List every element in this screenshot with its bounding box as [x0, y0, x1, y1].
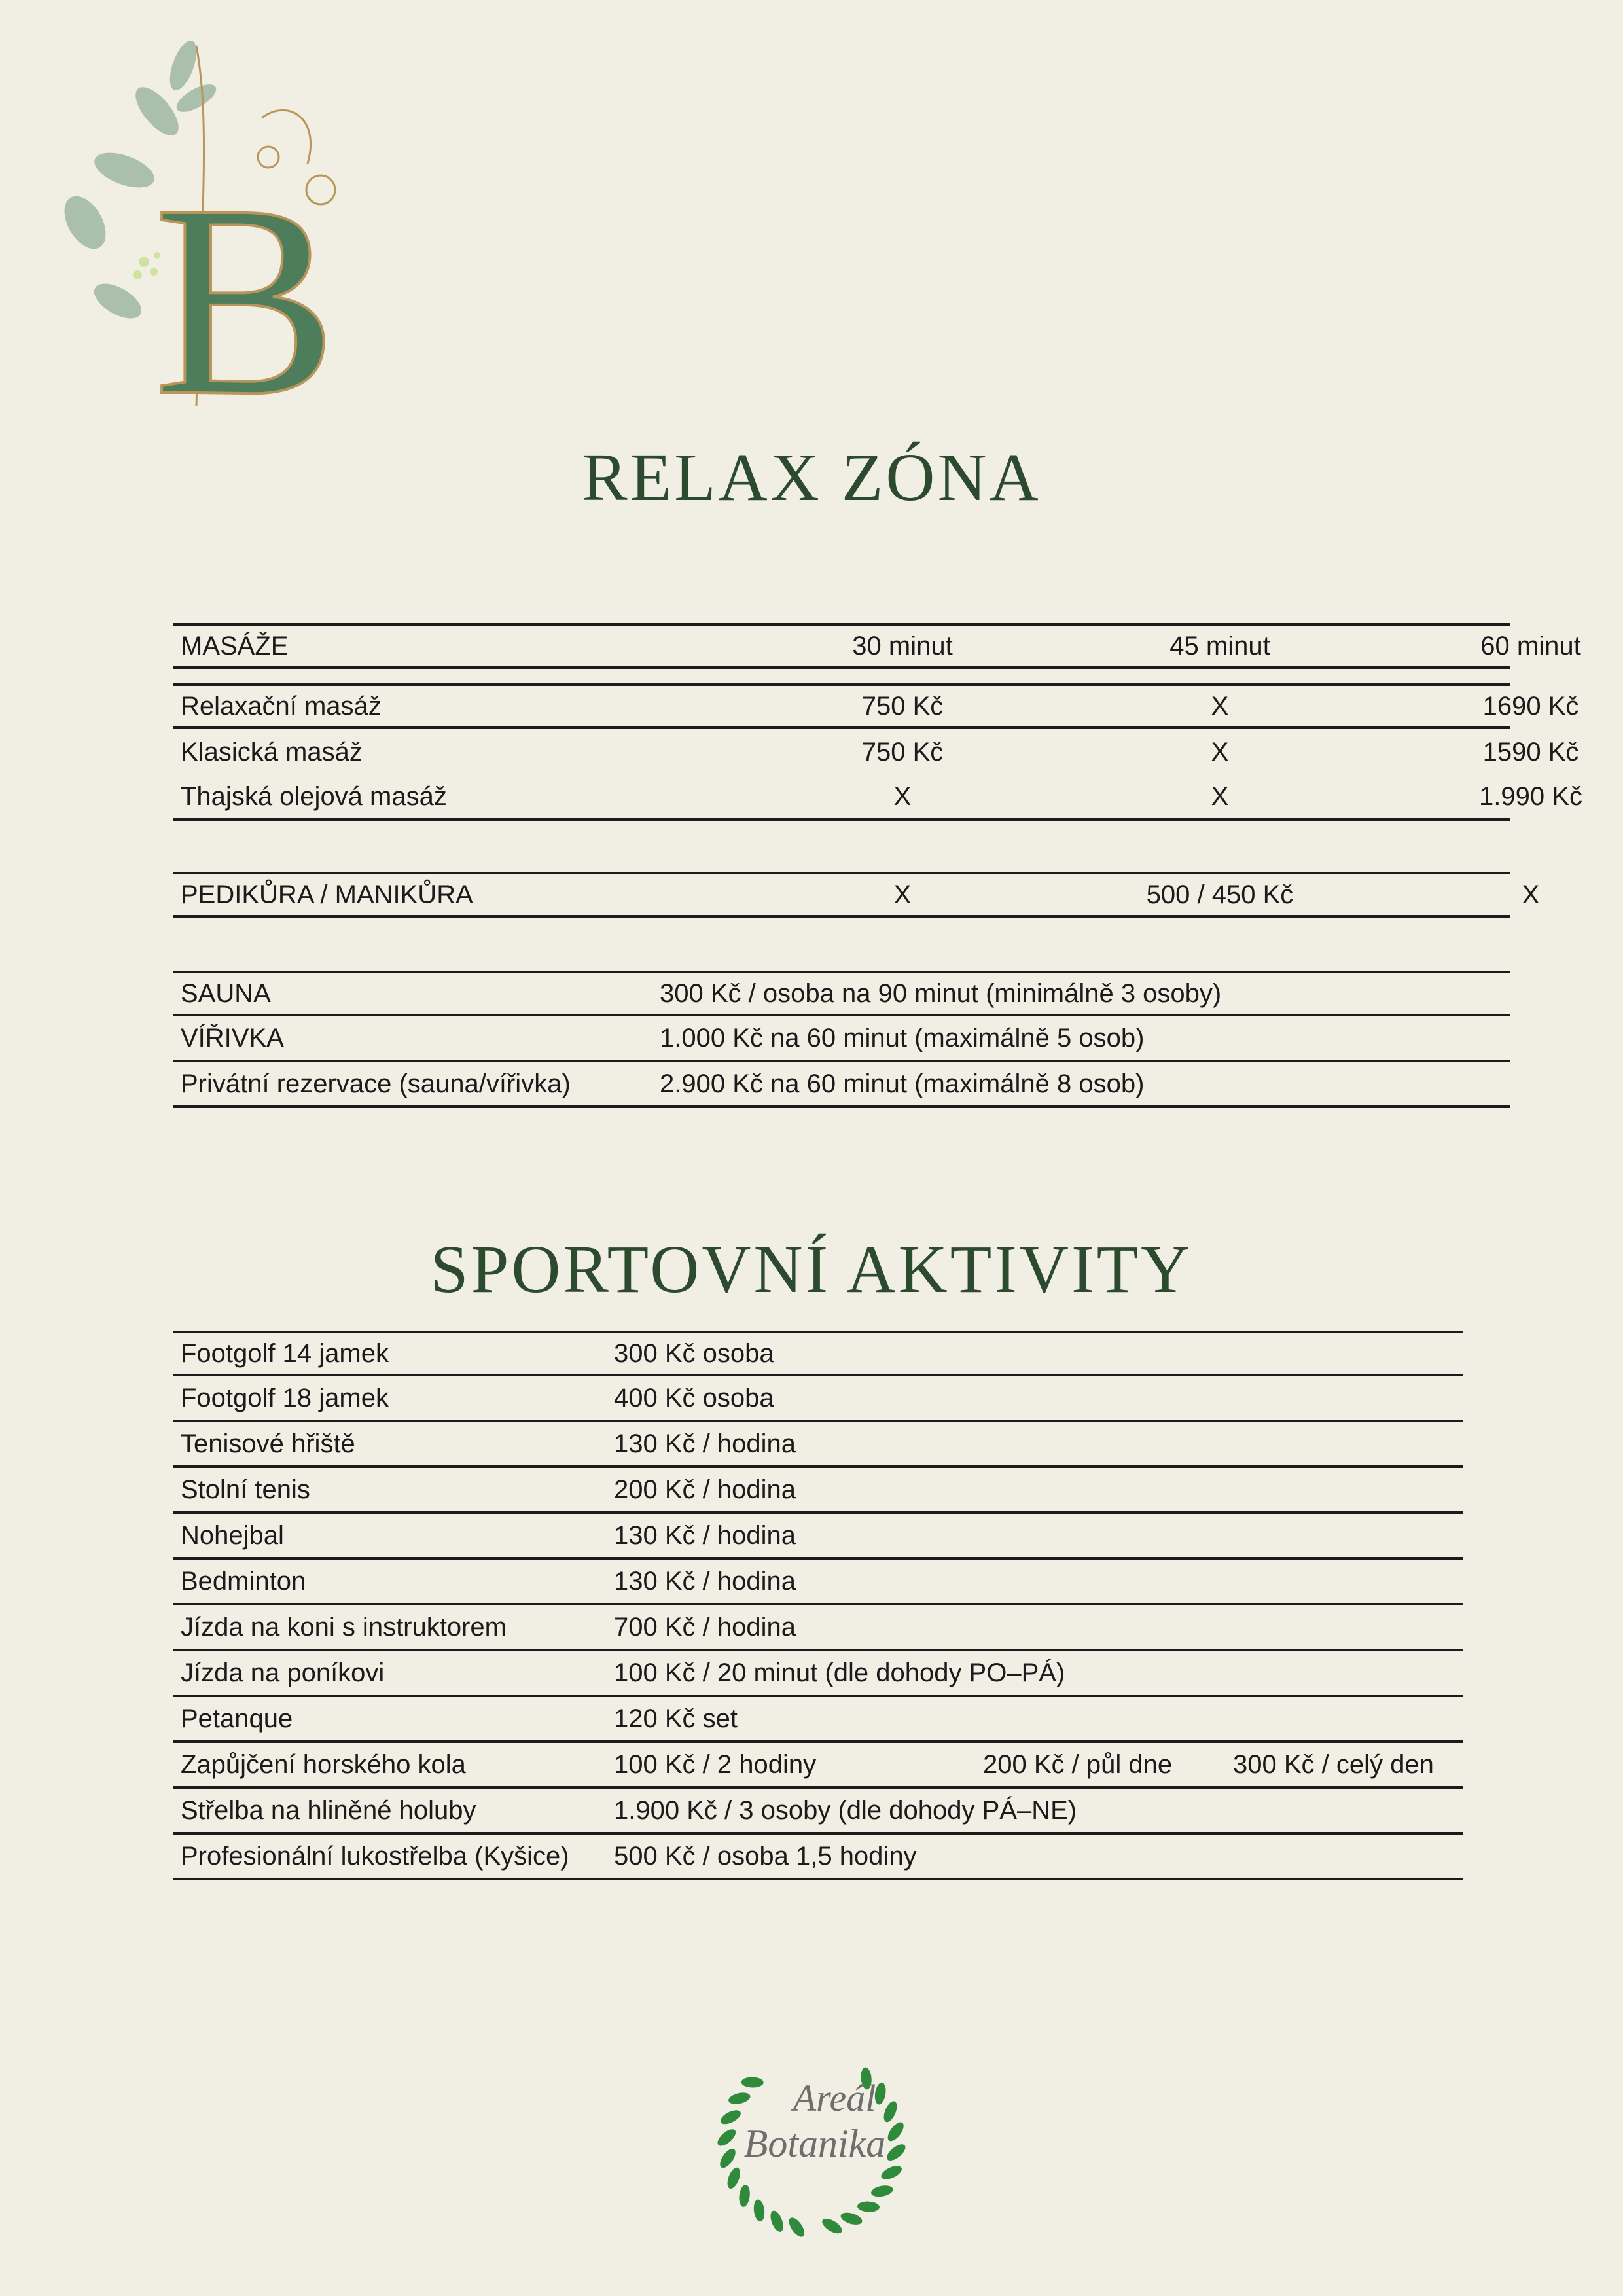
wellness-name: SAUNA: [181, 978, 271, 1008]
price-60: 1690 Kč: [1482, 691, 1579, 721]
column-45-min: 45 minut: [1169, 631, 1270, 660]
activity-price: 300 Kč osoba: [614, 1338, 774, 1368]
table-row: [173, 1560, 1463, 1605]
logo-text-areal: Areál: [793, 2077, 876, 2119]
table-row: [173, 1376, 1463, 1422]
table-row: [173, 1016, 1510, 1062]
wreath-leaf: [719, 2108, 743, 2127]
wreath-leaf: [725, 2166, 743, 2190]
activity-price: 700 Kč / hodina: [614, 1612, 796, 1641]
wreath-leaf: [717, 2146, 739, 2170]
activity-price: 130 Kč / hodina: [614, 1520, 796, 1550]
massage-name: Thajská olejová masáž: [181, 781, 447, 811]
massage-header-label: MASÁŽE: [181, 631, 289, 660]
table-row: [173, 775, 1582, 821]
activity-name: Bedminton: [181, 1566, 306, 1596]
activity-name: Footgolf 14 jamek: [181, 1338, 389, 1368]
table-row: [173, 1331, 1463, 1376]
table-row: [173, 872, 1540, 918]
activity-price: 1.900 Kč / 3 osoby (dle dohody PÁ–NE): [614, 1795, 1077, 1825]
wreath-leaf: [727, 2090, 751, 2106]
table-row: [173, 1651, 1463, 1697]
wreath-leaf: [820, 2215, 844, 2236]
wreath-leaf: [857, 2201, 880, 2213]
activity-price-full-day: 300 Kč / celý den: [1233, 1749, 1434, 1779]
activity-name: Jízda na koni s instruktorem: [181, 1612, 507, 1641]
table-row: [173, 1422, 1463, 1468]
wreath-leaf: [870, 2184, 894, 2198]
monogram-letter: B: [154, 148, 338, 432]
wellness-price: 2.900 Kč na 60 minut (maximálně 8 osob): [660, 1069, 1145, 1098]
wreath-leaf: [881, 2100, 899, 2125]
logo-text-botanika: Botanika: [743, 2122, 886, 2165]
massage-header-row: [173, 623, 1581, 669]
price-60: 1.990 Kč: [1479, 781, 1582, 811]
table-row: [173, 1789, 1463, 1835]
activity-price: 130 Kč / hodina: [614, 1429, 796, 1458]
activity-name: Zapůjčení horského kola: [181, 1749, 466, 1779]
areal-botanika-logo: [700, 2029, 923, 2251]
price-60: 1590 Kč: [1482, 737, 1579, 766]
wreath-leaf: [786, 2215, 808, 2239]
table-row: [173, 729, 1579, 775]
wreath-leaf: [738, 2184, 751, 2208]
price-45: X: [1211, 691, 1229, 721]
wreath-leaf: [839, 2210, 863, 2227]
price-30: 750 Kč: [861, 691, 944, 721]
wreath-leaf: [741, 2077, 764, 2088]
sport-activities-title: SPORTOVNÍ AKTIVITY: [430, 1232, 1193, 1307]
sport-price-table: [173, 1331, 1463, 1880]
activity-name: Nohejbal: [181, 1520, 284, 1550]
activity-price: 130 Kč / hodina: [614, 1566, 796, 1596]
table-row: [173, 1605, 1463, 1651]
massage-name: Klasická masáž: [181, 737, 363, 766]
price-30: X: [893, 781, 912, 811]
table-row: [173, 1062, 1510, 1108]
table-row: [173, 683, 1579, 729]
price-45: X: [1211, 737, 1229, 766]
massage-price-table: [173, 623, 1582, 821]
relax-zone-title: RELAX ZÓNA: [582, 440, 1041, 515]
table-row: [173, 1468, 1463, 1514]
activity-price: 200 Kč / hodina: [614, 1475, 796, 1504]
activity-name: Profesionální lukostřelba (Kyšice): [181, 1841, 569, 1871]
table-row: [173, 1835, 1463, 1880]
monogram-logo: [46, 39, 347, 432]
activity-name: Jízda na poníkovi: [181, 1658, 385, 1687]
activity-price: 400 Kč osoba: [614, 1383, 774, 1412]
activity-name: Tenisové hřiště: [181, 1429, 355, 1458]
price-30: 750 Kč: [861, 737, 944, 766]
price-45: 500 / 450 Kč: [1146, 880, 1294, 909]
activity-name: Petanque: [181, 1704, 293, 1733]
wreath-leaf: [885, 2120, 906, 2144]
wreath-leaf: [715, 2126, 738, 2149]
table-row: [173, 1743, 1463, 1789]
price-60: X: [1522, 880, 1540, 909]
activity-price: 100 Kč / 20 minut (dle dohody PO–PÁ): [614, 1658, 1065, 1687]
price-45: X: [1211, 781, 1229, 811]
column-30-min: 30 minut: [852, 631, 953, 660]
pedicure-price-table: [173, 872, 1540, 918]
wellness-name: Privátní rezervace (sauna/vířivka): [181, 1069, 571, 1098]
wreath-leaf: [879, 2163, 904, 2182]
price-30: X: [893, 880, 912, 909]
wreath-leaf: [768, 2209, 786, 2233]
wellness-price: 300 Kč / osoba na 90 minut (minimálně 3 osoby): [660, 978, 1222, 1008]
massage-name: Relaxační masáž: [181, 691, 382, 721]
column-60-min: 60 minut: [1480, 631, 1581, 660]
table-row: [173, 971, 1510, 1016]
wellness-price-table: [173, 971, 1510, 1108]
activity-price: 120 Kč set: [614, 1704, 738, 1733]
activity-price: 500 Kč / osoba 1,5 hodiny: [614, 1841, 917, 1871]
activity-price-half-day: 200 Kč / půl dne: [983, 1749, 1173, 1779]
activity-name: Stolní tenis: [181, 1475, 310, 1504]
wellness-name: VÍŘIVKA: [181, 1023, 284, 1052]
activity-name: Footgolf 18 jamek: [181, 1383, 389, 1412]
activity-price: 100 Kč / 2 hodiny: [614, 1749, 817, 1779]
wellness-price: 1.000 Kč na 60 minut (maximálně 5 osob): [660, 1023, 1145, 1052]
activity-name: Střelba na hliněné holuby: [181, 1795, 476, 1825]
wreath-leaf: [753, 2199, 766, 2223]
pedicure-name: PEDIKŮRA / MANIKŮRA: [181, 880, 473, 909]
table-row: [173, 1697, 1463, 1743]
table-row: [173, 1514, 1463, 1560]
wreath-leaf: [884, 2142, 908, 2164]
